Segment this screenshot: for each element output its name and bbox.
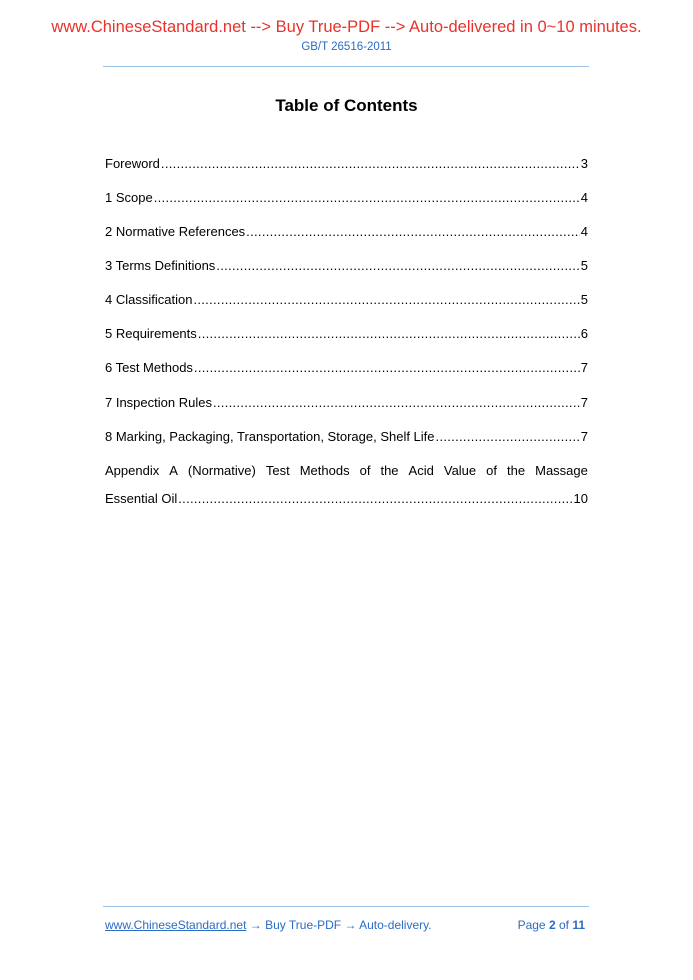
toc-entry-test-methods[interactable] xyxy=(105,360,588,375)
promo-banner[interactable]: www.ChineseStandard.net --> Buy True-PDF --> Auto-delivered in 0~10 minutes. xyxy=(51,18,642,36)
toc-leader-dots xyxy=(216,258,579,273)
toc-appendix-word: Methods xyxy=(299,463,350,478)
toc-leader-dots xyxy=(154,190,580,205)
toc-entry-page: 7 xyxy=(580,395,588,410)
toc-entry-marking-packaging[interactable] xyxy=(105,429,588,444)
toc-leader-dots xyxy=(213,395,580,410)
footer-divider xyxy=(103,906,589,907)
toc-entry-label: 3 Terms Definitions xyxy=(105,258,216,273)
toc-entry-label: 1 Scope xyxy=(105,190,153,205)
toc-appendix-word: (Normative) xyxy=(187,463,256,478)
toc-leader-dots xyxy=(193,292,579,307)
toc-appendix-word: Massage xyxy=(535,463,588,478)
page-total: 11 xyxy=(572,918,585,932)
toc-leader-dots xyxy=(246,224,580,239)
toc-appendix-word: the xyxy=(380,463,399,478)
toc-appendix-word: the xyxy=(507,463,526,478)
toc-entry-page: 4 xyxy=(580,190,588,205)
page-of: of xyxy=(555,918,573,932)
toc-appendix-word: Appendix xyxy=(105,463,160,478)
toc-appendix-line-2 xyxy=(105,491,588,506)
toc-entry-label: Essential Oil xyxy=(105,491,178,506)
toc-entry-page: 5 xyxy=(580,258,588,273)
toc-entry-page: 7 xyxy=(580,360,588,375)
toc-appendix-word: of xyxy=(486,463,498,478)
toc-entry-normative-references[interactable] xyxy=(105,224,588,239)
toc-entry-label: 8 Marking, Packaging, Transportation, Storage, Shelf Life xyxy=(105,429,435,444)
toc-entry-page: 5 xyxy=(580,292,588,307)
toc-appendix-word: of xyxy=(359,463,371,478)
footer-promo-text: → Buy True-PDF → Auto-delivery. xyxy=(246,918,432,932)
toc-entry-inspection-rules[interactable] xyxy=(105,395,588,410)
toc-appendix-word: Acid xyxy=(408,463,434,478)
toc-entry-requirements[interactable] xyxy=(105,326,588,341)
toc-entry-classification[interactable] xyxy=(105,292,588,307)
toc-entry-page: 6 xyxy=(580,326,588,341)
toc-entry-page: 10 xyxy=(573,491,588,506)
page-prefix: Page xyxy=(517,918,549,932)
toc-leader-dots xyxy=(161,156,580,171)
toc-leader-dots xyxy=(194,360,580,375)
toc-entry-label: 5 Requirements xyxy=(105,326,197,341)
toc-leader-dots xyxy=(198,326,580,341)
toc-entry-label: 6 Test Methods xyxy=(105,360,193,375)
header-divider xyxy=(103,66,589,67)
toc-leader-dots xyxy=(436,429,580,444)
toc-entry-page: 7 xyxy=(580,429,588,444)
standard-code: GB/T 26516-2011 xyxy=(301,41,392,53)
toc-entry-scope[interactable] xyxy=(105,190,588,205)
page-indicator xyxy=(518,918,585,932)
toc-appendix-word: Test xyxy=(265,463,290,478)
page-footer xyxy=(105,918,585,932)
toc-entry-foreword[interactable] xyxy=(105,156,588,171)
toc-entry-page: 4 xyxy=(580,224,588,239)
toc-appendix-word: A xyxy=(169,463,178,478)
toc-entry-label: 4 Classification xyxy=(105,292,193,307)
toc-entry-label: Foreword xyxy=(105,156,160,171)
toc-appendix-line-1 xyxy=(105,463,588,478)
toc-entry-label: 2 Normative References xyxy=(105,224,246,239)
toc-entry-appendix-a[interactable] xyxy=(105,463,588,506)
toc-leader-dots xyxy=(178,491,572,506)
toc-appendix-word: Value xyxy=(443,463,477,478)
toc-entry-page: 3 xyxy=(580,156,588,171)
toc-entry-terms-definitions[interactable] xyxy=(105,258,588,273)
page-title: Table of Contents xyxy=(275,96,418,115)
page-current: 2 xyxy=(548,918,556,932)
toc-entry-label: 7 Inspection Rules xyxy=(105,395,212,410)
footer-site-link[interactable]: www.ChineseStandard.net xyxy=(105,918,247,932)
